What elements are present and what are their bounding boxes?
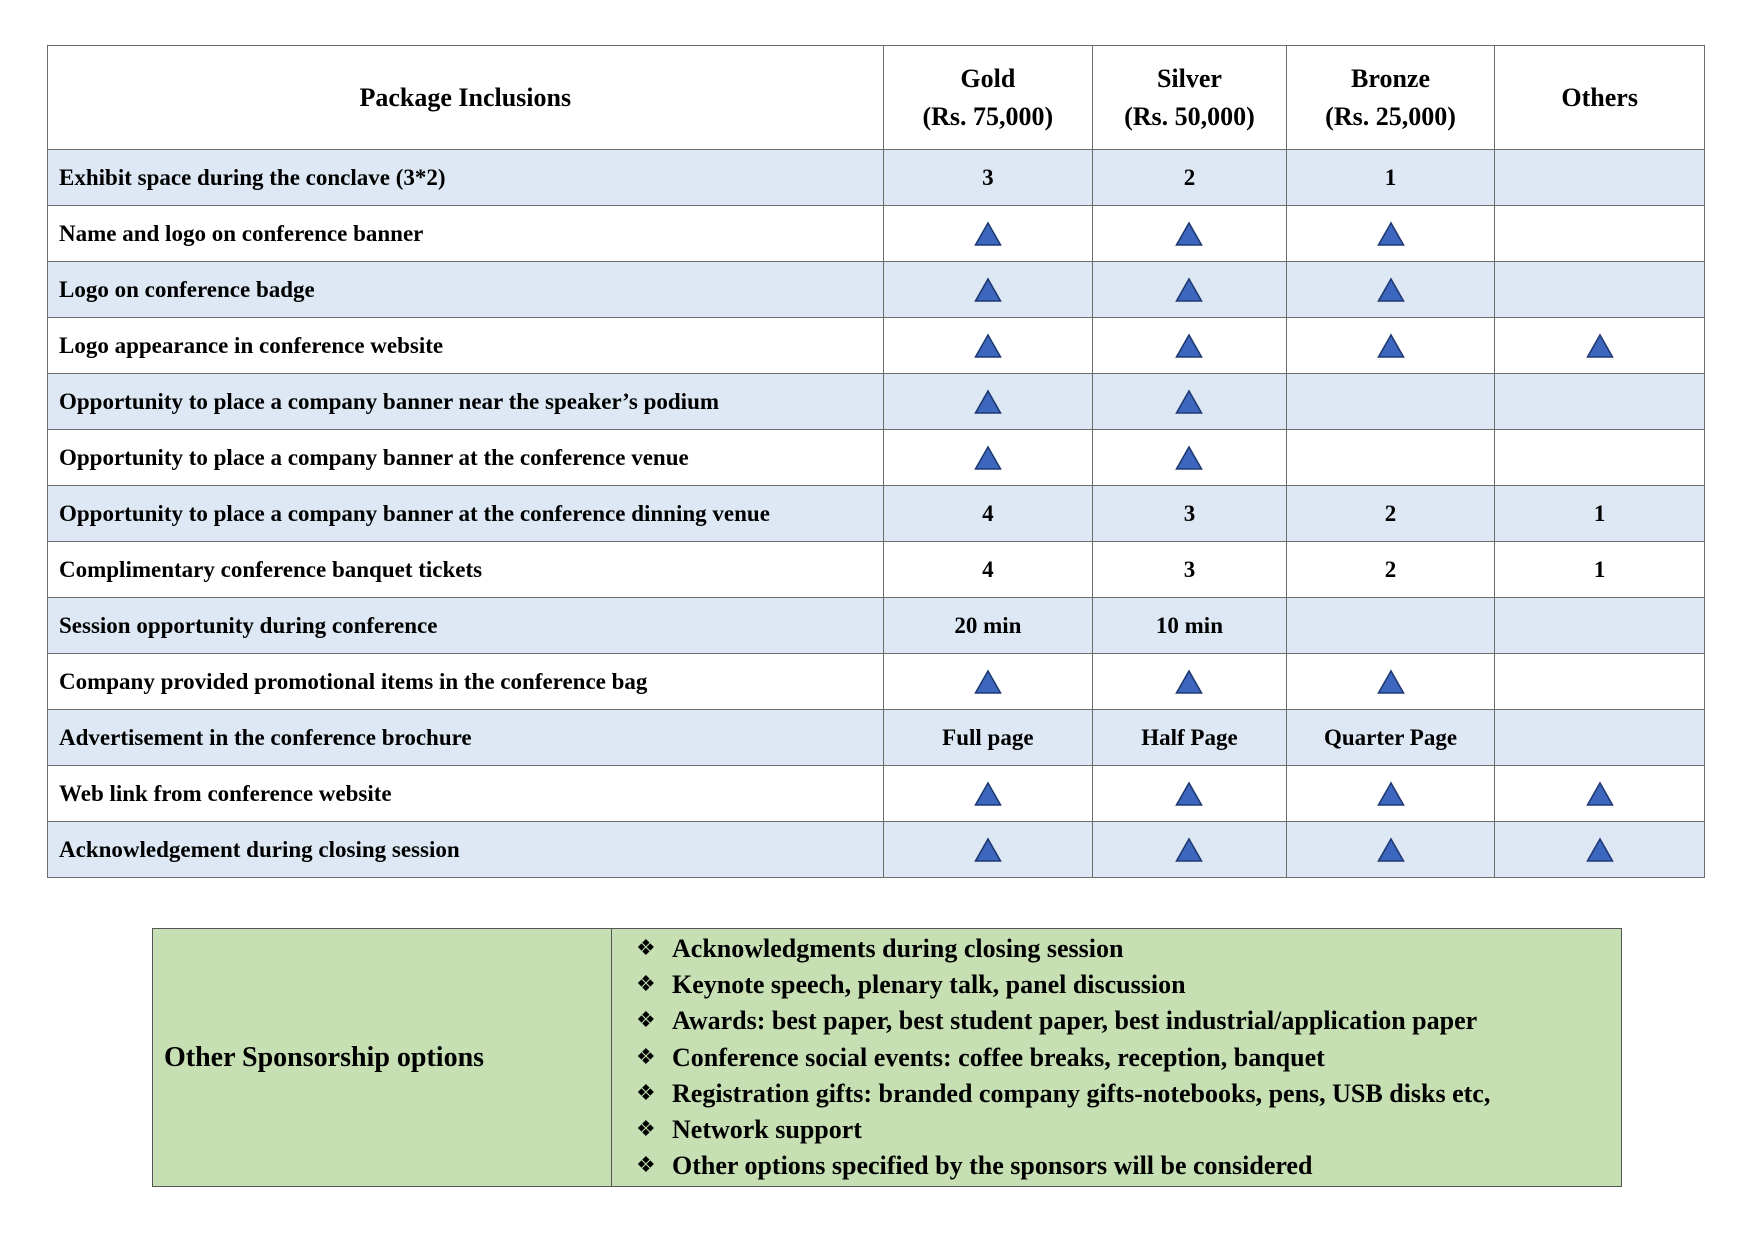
cell-others xyxy=(1495,654,1705,710)
list-item xyxy=(636,1076,1621,1112)
triangle-icon xyxy=(974,781,1002,807)
option-text: Conference social events: coffee breaks, reception, banquet xyxy=(672,1042,1325,1072)
cell-gold xyxy=(883,430,1093,486)
option-text: Other options specified by the sponsors will be considered xyxy=(672,1151,1313,1181)
triangle-icon xyxy=(974,445,1002,471)
list-item xyxy=(636,1112,1621,1148)
cell-bronze xyxy=(1286,430,1495,486)
table-row xyxy=(48,598,1705,654)
cell-silver xyxy=(1093,430,1287,486)
cell-bronze xyxy=(1286,318,1495,374)
option-text: Keynote speech, plenary talk, panel discussion xyxy=(672,970,1186,1000)
triangle-icon xyxy=(974,669,1002,695)
cell-others xyxy=(1495,318,1705,374)
other-sponsorship-options xyxy=(636,931,1621,1184)
cell-silver xyxy=(1093,318,1287,374)
triangle-icon xyxy=(1175,445,1203,471)
row-label: Exhibit space during the conclave (3*2) xyxy=(48,150,884,206)
row-label: Web link from conference website xyxy=(48,766,884,822)
list-item xyxy=(636,1040,1621,1076)
row-label: Complimentary conference banquet tickets xyxy=(48,542,884,598)
diamond-bullet-icon: ❖ xyxy=(636,936,656,961)
cell-gold xyxy=(883,766,1093,822)
row-label: Logo on conference badge xyxy=(48,262,884,318)
cell-others xyxy=(1495,262,1705,318)
header-others: Others xyxy=(1495,46,1705,150)
cell-others: 1 xyxy=(1495,542,1705,598)
cell-bronze: 2 xyxy=(1286,486,1495,542)
table-row xyxy=(48,150,1705,206)
cell-silver xyxy=(1093,654,1287,710)
diamond-bullet-icon: ❖ xyxy=(636,1080,656,1106)
row-label: Opportunity to place a company banner at the conference dinning venue xyxy=(48,486,884,542)
header-gold: Gold (Rs. 75,000) xyxy=(883,46,1093,150)
list-item xyxy=(636,1148,1621,1184)
triangle-icon xyxy=(1377,221,1405,247)
table-row xyxy=(48,262,1705,318)
cell-others xyxy=(1495,430,1705,486)
option-text: Awards: best paper, best student paper, best industrial/application paper xyxy=(672,1006,1478,1036)
row-label: Acknowledgement during closing session xyxy=(48,822,884,878)
option-text: Acknowledgments during closing session xyxy=(672,934,1124,963)
row-label: Company provided promotional items in the conference bag xyxy=(48,654,884,710)
row-label: Opportunity to place a company banner near the speaker’s podium xyxy=(48,374,884,430)
cell-bronze xyxy=(1286,654,1495,710)
triangle-icon xyxy=(1586,837,1614,863)
cell-others xyxy=(1495,710,1705,766)
cell-bronze xyxy=(1286,766,1495,822)
triangle-icon xyxy=(974,837,1002,863)
triangle-icon xyxy=(1377,277,1405,303)
cell-bronze: 1 xyxy=(1286,150,1495,206)
gold-price: (Rs. 75,000) xyxy=(922,101,1054,131)
triangle-icon xyxy=(1586,333,1614,359)
cell-others xyxy=(1495,206,1705,262)
triangle-icon xyxy=(1175,221,1203,247)
cell-others xyxy=(1495,150,1705,206)
option-text: Registration gifts: branded company gifts-notebooks, pens, USB disks etc, xyxy=(672,1078,1491,1108)
table-row xyxy=(48,374,1705,430)
cell-gold xyxy=(883,262,1093,318)
cell-others xyxy=(1495,766,1705,822)
table-row xyxy=(48,318,1705,374)
triangle-icon xyxy=(1175,781,1203,807)
triangle-icon xyxy=(974,333,1002,359)
list-item xyxy=(636,1003,1621,1039)
table-row xyxy=(48,822,1705,878)
cell-bronze xyxy=(1286,374,1495,430)
cell-silver: 10 min xyxy=(1093,598,1287,654)
package-rows xyxy=(48,150,1705,878)
cell-others xyxy=(1495,598,1705,654)
cell-gold xyxy=(883,206,1093,262)
diamond-bullet-icon: ❖ xyxy=(636,1044,656,1070)
cell-bronze xyxy=(1286,206,1495,262)
cell-silver xyxy=(1093,374,1287,430)
cell-bronze: Quarter Page xyxy=(1286,710,1495,766)
triangle-icon xyxy=(1175,389,1203,415)
row-label: Session opportunity during conference xyxy=(48,598,884,654)
cell-silver xyxy=(1093,822,1287,878)
header-package-inclusions: Package Inclusions xyxy=(48,46,884,150)
triangle-icon xyxy=(1175,669,1203,695)
triangle-icon xyxy=(1377,333,1405,359)
list-item xyxy=(636,931,1621,967)
cell-silver xyxy=(1093,262,1287,318)
cell-gold: 3 xyxy=(883,150,1093,206)
cell-bronze xyxy=(1286,262,1495,318)
cell-bronze: 2 xyxy=(1286,542,1495,598)
table-row xyxy=(48,710,1705,766)
cell-others xyxy=(1495,822,1705,878)
triangle-icon xyxy=(974,277,1002,303)
diamond-bullet-icon: ❖ xyxy=(636,1117,656,1143)
table-row xyxy=(48,542,1705,598)
other-sponsorship-table xyxy=(152,928,1622,1187)
table-row xyxy=(48,430,1705,486)
triangle-icon xyxy=(974,389,1002,415)
other-sponsorship-row xyxy=(153,929,1622,1187)
header-silver: Silver (Rs. 50,000) xyxy=(1093,46,1287,150)
cell-silver: Half Page xyxy=(1093,710,1287,766)
triangle-icon xyxy=(1377,781,1405,807)
cell-gold: 4 xyxy=(883,486,1093,542)
triangle-icon xyxy=(974,221,1002,247)
diamond-bullet-icon: ❖ xyxy=(636,1153,656,1179)
row-label: Logo appearance in conference website xyxy=(48,318,884,374)
cell-gold: 20 min xyxy=(883,598,1093,654)
cell-others: 1 xyxy=(1495,486,1705,542)
cell-silver xyxy=(1093,766,1287,822)
bronze-price: (Rs. 25,000) xyxy=(1325,101,1456,131)
cell-gold xyxy=(883,318,1093,374)
diamond-bullet-icon: ❖ xyxy=(636,1008,656,1034)
cell-gold xyxy=(883,654,1093,710)
other-sponsorship-options-cell xyxy=(612,929,1622,1187)
triangle-icon xyxy=(1175,837,1203,863)
diamond-bullet-icon: ❖ xyxy=(636,972,656,998)
cell-silver: 3 xyxy=(1093,542,1287,598)
other-sponsorship-title: Other Sponsorship options xyxy=(153,929,612,1187)
package-header-row xyxy=(48,46,1705,150)
row-label: Name and logo on conference banner xyxy=(48,206,884,262)
header-bronze: Bronze (Rs. 25,000) xyxy=(1286,46,1495,150)
list-item xyxy=(636,967,1621,1003)
cell-gold: 4 xyxy=(883,542,1093,598)
cell-gold: Full page xyxy=(883,710,1093,766)
cell-gold xyxy=(883,374,1093,430)
cell-gold xyxy=(883,822,1093,878)
table-row xyxy=(48,766,1705,822)
cell-others xyxy=(1495,374,1705,430)
table-row xyxy=(48,206,1705,262)
cell-silver: 3 xyxy=(1093,486,1287,542)
cell-silver xyxy=(1093,206,1287,262)
triangle-icon xyxy=(1377,837,1405,863)
row-label: Advertisement in the conference brochure xyxy=(48,710,884,766)
silver-price: (Rs. 50,000) xyxy=(1124,101,1255,131)
sponsorship-package-table xyxy=(47,45,1705,878)
cell-bronze xyxy=(1286,822,1495,878)
cell-silver: 2 xyxy=(1093,150,1287,206)
triangle-icon xyxy=(1175,333,1203,359)
table-row xyxy=(48,654,1705,710)
row-label: Opportunity to place a company banner at the conference venue xyxy=(48,430,884,486)
triangle-icon xyxy=(1175,277,1203,303)
cell-bronze xyxy=(1286,598,1495,654)
option-text: Network support xyxy=(672,1115,862,1145)
table-row xyxy=(48,486,1705,542)
triangle-icon xyxy=(1586,781,1614,807)
triangle-icon xyxy=(1377,669,1405,695)
